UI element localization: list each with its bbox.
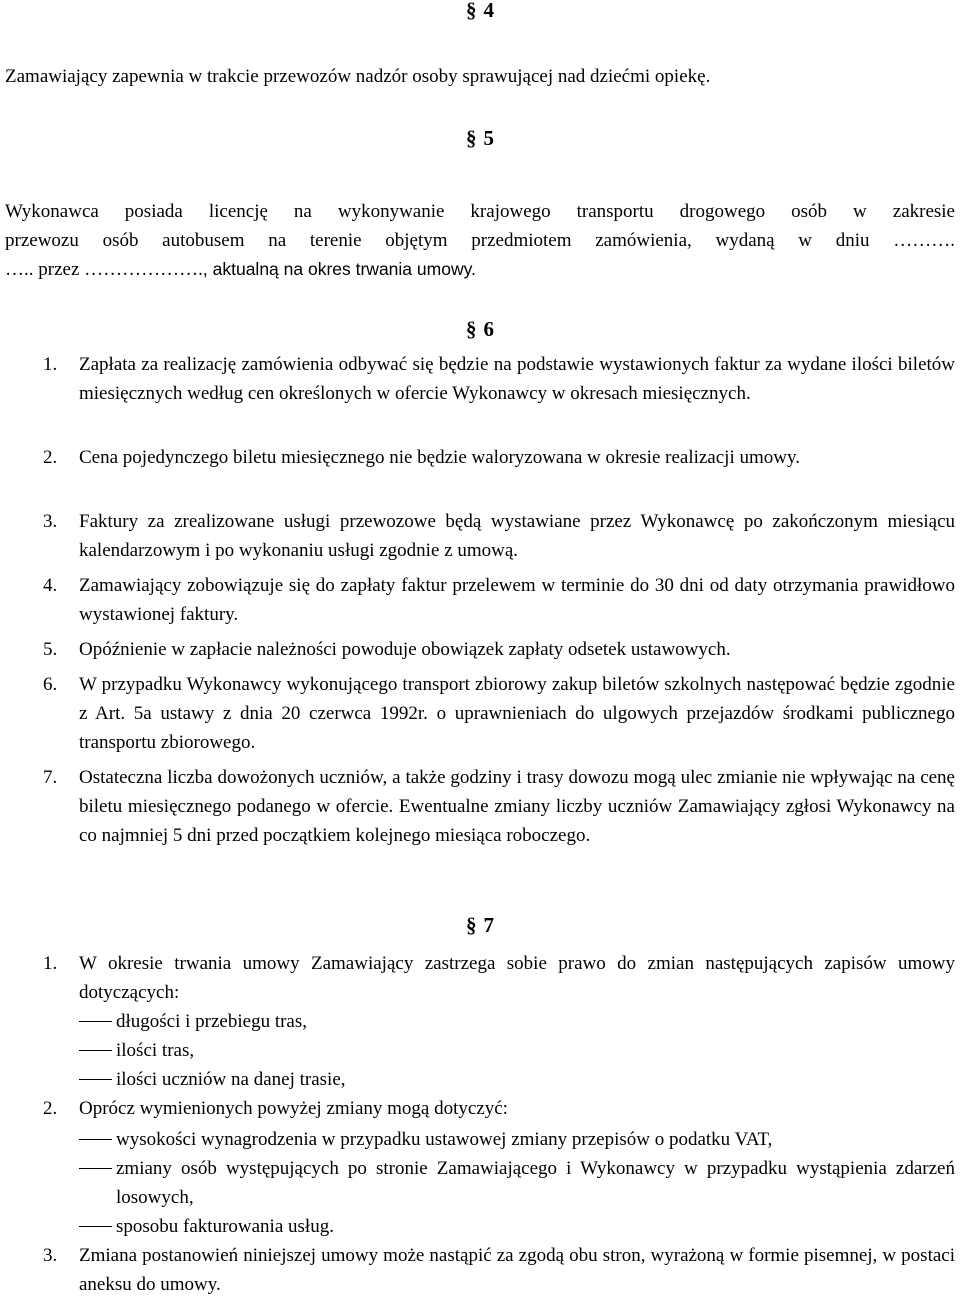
dash-bullet	[79, 1079, 112, 1080]
section-number: 6	[483, 317, 494, 341]
section-4-text: Zamawiający zapewnia w trakcie przewozów nadzór osoby sprawującej nad dziećmi opiekę.	[5, 66, 711, 87]
list-item: Zapłata za realizację zamówienia odbywać się będzie na podstawie wystawionych faktur za wydane ilości biletów miesięcznych według cen określonych w ofercie Wykonawcy w okresach miesięcznych.	[79, 354, 955, 404]
list-item: Cena pojedynczego biletu miesięcznego nie będzie waloryzowana w okresie realizacji umowy.	[79, 447, 800, 468]
bullet-text: długości i przebiegu tras,	[116, 1011, 308, 1032]
section-number: 4	[483, 0, 494, 22]
list-item: W okresie trwania umowy Zamawiający zastrzega sobie prawo do zmian następujących zapisów umowy dotyczących:	[79, 953, 955, 1003]
section-symbol: §	[466, 317, 477, 341]
list-item: Ostateczna liczba dowożonych uczniów, a także godziny i trasy dowozu mogą ulec zmianie nie wpływając na cenę biletu miesięcznego podanego w ofercie. Ewentualne zmiany liczby uczniów Zamawiający zgłosi Wykonawcy na co najmniej 5 dni przed początkiem kolejnego miesiąca roboczego.	[79, 767, 955, 846]
list-item: Opóźnienie w zapłacie należności powoduje obowiązek zapłaty odsetek ustawowych.	[79, 639, 731, 660]
dash-bullet	[79, 1021, 112, 1022]
list-item: Faktury za zrealizowane usługi przewozowe będą wystawiane przez Wykonawcę po zakończonym miesiącu kalendarzowym i po wykonaniu usługi zgodnie z umową.	[79, 511, 955, 561]
section-heading-5	[0, 126, 960, 150]
list-number: 3.	[43, 511, 58, 532]
list-number: 5.	[43, 639, 58, 660]
dash-bullet	[79, 1139, 112, 1140]
bullet-text: ilości uczniów na danej trasie,	[116, 1069, 346, 1090]
list-item: Oprócz wymienionych powyżej zmiany mogą dotyczyć:	[79, 1098, 508, 1119]
list-number: 3.	[43, 1245, 58, 1266]
list-number: 1.	[43, 953, 58, 974]
list-item: Zmiana postanowień niniejszej umowy może nastąpić za zgodą obu stron, wyrażoną w formie pisemnej, w postaci aneksu do umowy.	[79, 1245, 955, 1295]
list-number: 2.	[43, 447, 58, 468]
bullet-text: zmiany osób występujących po stronie Zamawiającego i Wykonawcy w przypadku wystąpienia zdarzeń losowych,	[116, 1158, 955, 1208]
section-5-line-1: Wykonawca posiada licencję na wykonywanie krajowego transportu drogowego osób w zakresie	[5, 201, 955, 222]
list-number: 7.	[43, 767, 58, 788]
section-heading-6	[0, 317, 960, 341]
dash-bullet	[79, 1168, 112, 1169]
section-5-line-3	[5, 255, 955, 284]
dash-bullet	[79, 1050, 112, 1051]
section-symbol: §	[466, 0, 477, 22]
dash-bullet	[79, 1226, 112, 1227]
license-date-and-issuer: ….. przez ……………….	[5, 259, 203, 280]
bullet-text: wysokości wynagrodzenia w przypadku ustawowej zmiany przepisów o podatku VAT,	[116, 1129, 773, 1150]
section-number: 7	[483, 913, 494, 937]
section-heading-7	[0, 913, 960, 937]
list-number: 1.	[43, 354, 58, 375]
bullet-text: ilości tras,	[116, 1040, 195, 1061]
list-number: 2.	[43, 1098, 58, 1119]
section-symbol: §	[466, 126, 477, 150]
bullet-text: sposobu fakturowania usług.	[116, 1216, 334, 1237]
section-symbol: §	[466, 913, 477, 937]
list-number: 4.	[43, 575, 58, 596]
section-5-line-2: przewozu osób autobusem na terenie objętym przedmiotem zamówienia, wydaną w dniu ……….	[5, 230, 955, 251]
list-item: W przypadku Wykonawcy wykonującego transport zbiorowy zakup biletów szkolnych następować będzie zgodnie z Art. 5a ustawy z dnia 20 czerwca 1992r. o uprawnieniach do ulgowych przejazdów środkami publicznego transportu zbiorowego.	[79, 674, 955, 753]
license-validity: , aktualną na okres trwania umowy.	[202, 259, 476, 279]
section-heading-4	[0, 0, 960, 22]
section-number: 5	[483, 126, 494, 150]
list-number: 6.	[43, 674, 58, 695]
list-item: Zamawiający zobowiązuje się do zapłaty faktur przelewem w terminie do 30 dni od daty otrzymania prawidłowo wystawionej faktury.	[79, 575, 955, 625]
